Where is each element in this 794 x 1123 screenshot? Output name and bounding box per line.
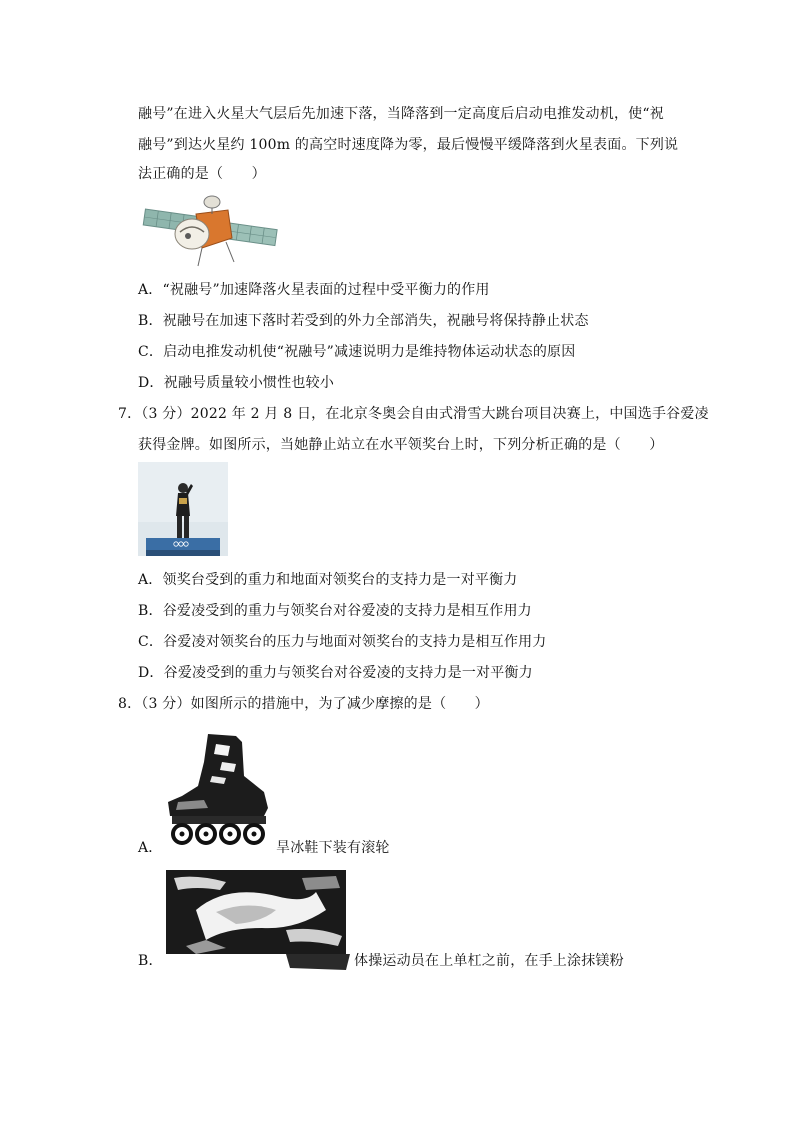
gymnast-chalk-image bbox=[166, 870, 350, 970]
q7-option-c: C．谷爱凌对领奖台的压力与地面对领奖台的支持力是相互作用力 bbox=[138, 634, 547, 650]
q6-stem-line-1: 融号”在进入火星大气层后先加速下落，当降落到一定高度后启动电推发动机，使“祝 bbox=[138, 106, 664, 122]
podium-athlete-image bbox=[138, 462, 228, 556]
q7-stem-line-2: 获得金牌。如图所示，当她静止站立在水平领奖台上时，下列分析正确的是（ ） bbox=[138, 437, 664, 453]
q6-option-b: B．祝融号在加速下落时若受到的外力全部消失，祝融号将保持静止状态 bbox=[138, 313, 589, 329]
q7-stem-line-1: 7．（3 分）2022 年 2 月 8 日，在北京冬奥会自由式滑雪大跳台项目决赛上，中国选手谷爱凌 bbox=[118, 406, 709, 422]
q7-option-d: D．谷爱凌受到的重力与领奖台对谷爱凌的支持力是一对平衡力 bbox=[138, 665, 533, 681]
q6-option-c: C．启动电推发动机使“祝融号”减速说明力是维持物体运动状态的原因 bbox=[138, 344, 576, 360]
q6-option-d: D．祝融号质量较小惯性也较小 bbox=[138, 375, 335, 391]
q8-option-a-text: 旱冰鞋下装有滚轮 bbox=[276, 840, 390, 856]
q7-option-a: A．领奖台受到的重力和地面对领奖台的支持力是一对平衡力 bbox=[138, 572, 518, 588]
q6-option-a: A．“祝融号”加速降落火星表面的过程中受平衡力的作用 bbox=[138, 282, 490, 298]
q8-option-a-letter: A． bbox=[138, 840, 163, 856]
q8-option-b-letter: B． bbox=[138, 953, 163, 969]
q6-stem-line-3: 法正确的是（ ） bbox=[138, 166, 266, 182]
q8-option-b-text: 体操运动员在上单杠之前，在手上涂抹镁粉 bbox=[354, 953, 624, 969]
q8-stem: 8．（3 分）如图所示的措施中，为了减少摩擦的是（ ） bbox=[118, 696, 489, 712]
roller-skate-image bbox=[164, 732, 272, 850]
q6-stem-line-2: 融号”到达火星约 100m 的高空时速度降为零，最后慢慢平缓降落到火星表面。下列说 bbox=[138, 137, 679, 153]
q7-option-b: B．谷爱凌受到的重力与领奖台对谷爱凌的支持力是相互作用力 bbox=[138, 603, 532, 619]
mars-probe-image bbox=[140, 192, 280, 268]
